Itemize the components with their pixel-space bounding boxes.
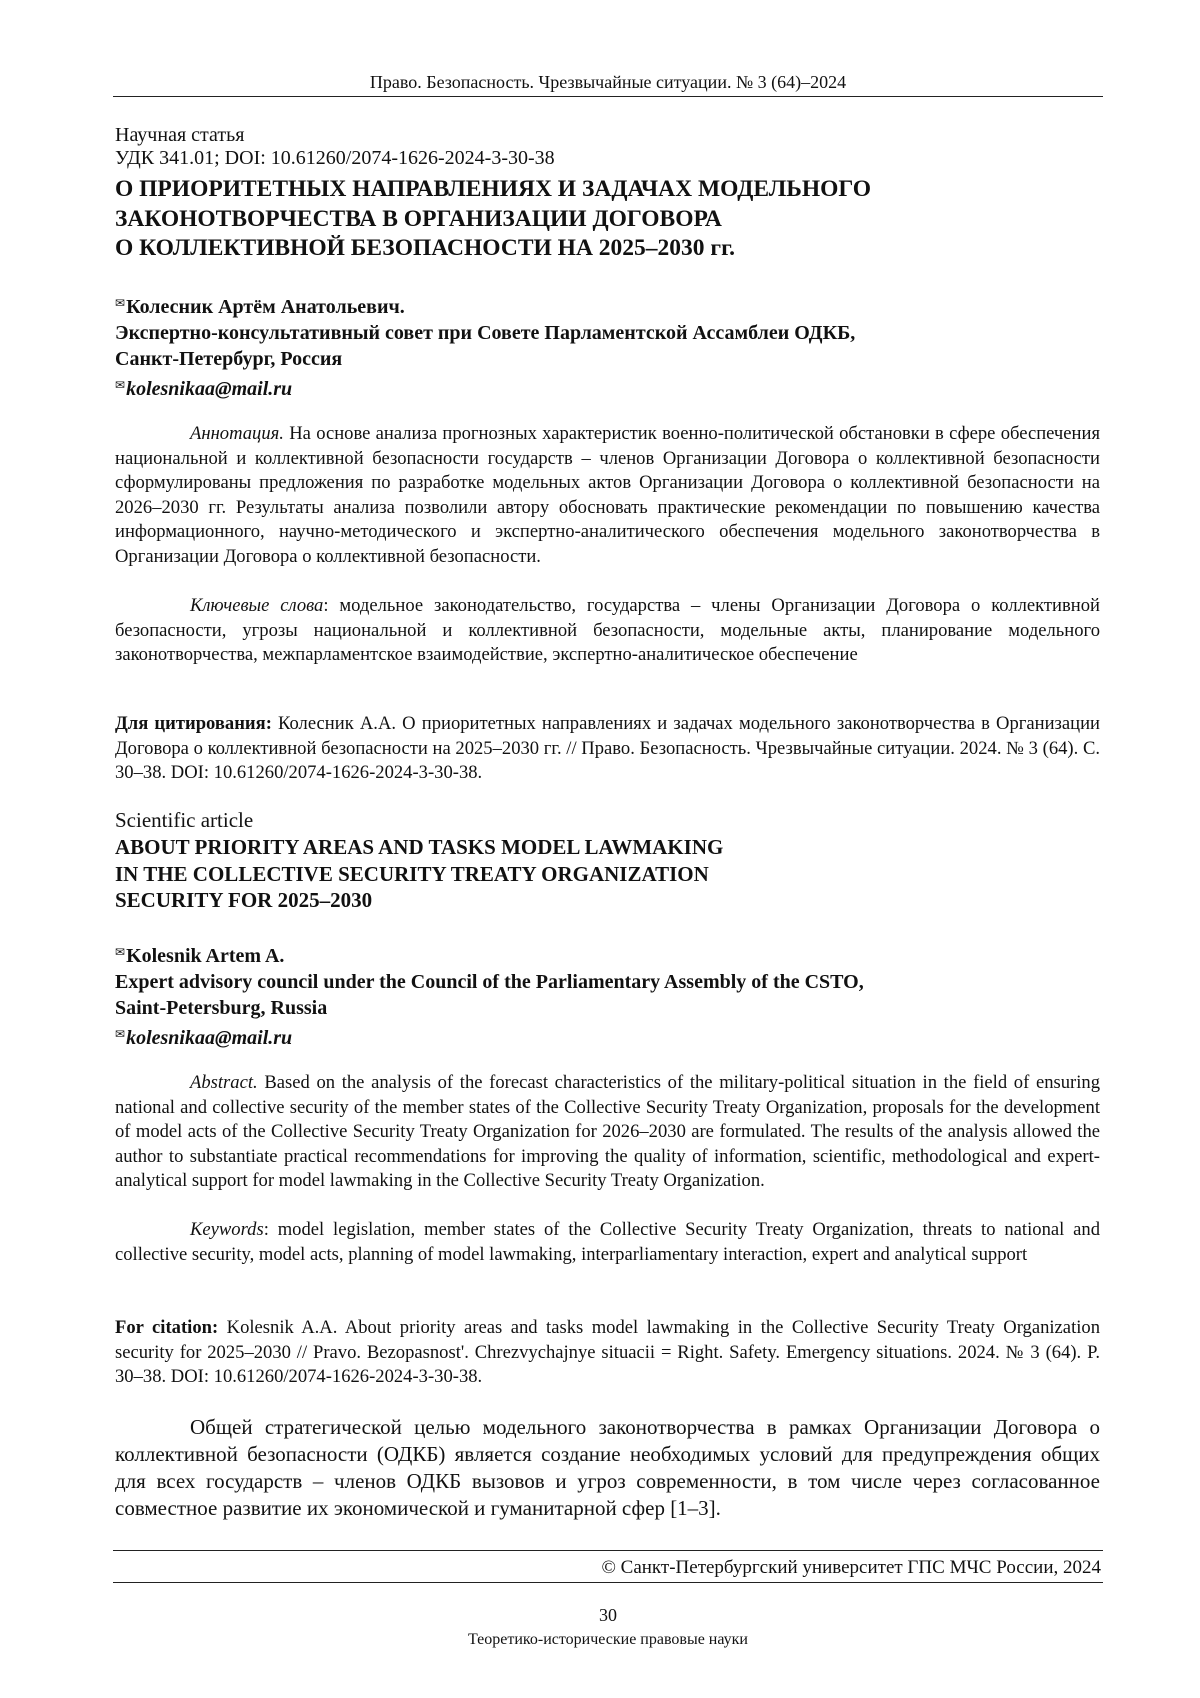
envelope-icon: ✉ (115, 945, 126, 959)
author-name-text: Колесник Артём Анатольевич. (126, 296, 405, 318)
citation-text: Колесник А.А. О приоритетных направлениях и задачах модельного законотворчества в Организации Договора о коллективной безопасности на 2025–2030 гг. // Право. Безопасность. Чрезвычайные ситуации. 2024. № 3 (64). С. 30–38. DOI: 10.61260/2074-1626-2024-3-30-38. (115, 713, 1100, 783)
body-paragraph: Общей стратегической целью модельного законотворчества в рамках Организации Договора о коллективной безопасности (ОДКБ) является создание необходимых условий для предупреждения общих для всех государств – членов ОДКБ вызовов и угроз современности, в том числе через согласованное совместное развитие их экономической и гуманитарной сфер [1–3]. (115, 1415, 1100, 1520)
footer-rule-bottom (113, 1582, 1103, 1583)
email-text: kolesnikaa@mail.ru (126, 378, 293, 400)
abstract-label: Abstract. (190, 1072, 258, 1093)
running-header: Право. Безопасность. Чрезвычайные ситуации. № 3 (64)–2024 (369, 72, 847, 92)
author-block-ru (115, 290, 1100, 402)
author-name-ru (115, 290, 1100, 320)
author-email-en[interactable] (115, 1021, 1100, 1051)
article-title-ru (115, 175, 1100, 264)
citation-text: Kolesnik A.A. About priority areas and tasks model lawmaking in the Collective Security Treaty Organization security for 2025–2030 // Pravo. Bezopasnost'. Chrezvychajnye situacii = Right. Safety. Emergency situations. 2024. № 3 (64). P. 30–38. DOI: 10.61260/2074-1626-2024-3-30-38. (115, 1317, 1100, 1387)
abstract-ru (115, 422, 1100, 569)
author-name-en (115, 939, 1100, 969)
title-line: SECURITY FOR 2025–2030 (115, 888, 373, 912)
abstract-text: На основе анализа прогнозных характеристик военно-политической обстановки в сфере обеспечения национальной и коллективной безопасности государств – членов Организации Договора о коллективной безопасности сформулированы предложения по разработке модельных актов Организации Договора о коллективной безопасности на 2026–2030 гг. Результаты анализа позволили автору обосновать практические рекомендации по повышению качества информационного, научно-методического и экспертно-аналитического обеспечения модельного законотворчества в Организации Договора о коллективной безопасности. (115, 423, 1100, 567)
keywords-label: Ключевые слова (190, 595, 324, 616)
keywords-en (115, 1218, 1100, 1267)
affiliation-line: Expert advisory council under the Council of the Parliamentary Assembly of the CSTO, (115, 971, 864, 993)
article-type-en: Scientific article (115, 808, 254, 832)
envelope-icon: ✉ (115, 378, 126, 392)
title-line: О ПРИОРИТЕТНЫХ НАПРАВЛЕНИЯХ И ЗАДАЧАХ МОДЕЛЬНОГО (115, 176, 872, 202)
affiliation-line: Saint-Petersburg, Russia (115, 997, 328, 1019)
udc-doi: УДК 341.01; DOI: 10.61260/2074-1626-2024-3-30-38 (115, 147, 555, 169)
page-number: 30 (599, 1605, 617, 1625)
envelope-icon: ✉ (115, 296, 126, 310)
envelope-icon: ✉ (115, 1027, 126, 1041)
author-email-ru[interactable] (115, 372, 1100, 402)
section-footer: Теоретико-исторические правовые науки (467, 1631, 748, 1648)
article-title-en (115, 834, 1100, 914)
email-text: kolesnikaa@mail.ru (126, 1027, 293, 1049)
keywords-text: : модельное законодательство, государства – члены Организации Договора о коллективной безопасности, угрозы национальной и коллективной безопасности, модельные акты, планирование модельного законотворчества, межпарламентское взаимодействие, экспертно-аналитическое обеспечение (115, 595, 1100, 665)
title-line: ЗАКОНОТВОРЧЕСТВА В ОРГАНИЗАЦИИ ДОГОВОРА (115, 205, 722, 232)
citation-label: For citation: (115, 1317, 219, 1338)
affiliation-line: Экспертно-консультативный совет при Совете Парламентской Ассамблеи ОДКБ, (115, 322, 856, 344)
citation-label: Для цитирования: (115, 713, 272, 734)
title-line: ABOUT PRIORITY AREAS AND TASKS MODEL LAWMAKING (115, 835, 724, 859)
citation-ru (115, 712, 1100, 786)
abstract-en (115, 1071, 1100, 1194)
keywords-label: Keywords (190, 1219, 264, 1240)
title-line: О КОЛЛЕКТИВНОЙ БЕЗОПАСНОСТИ НА 2025–2030 гг. (115, 235, 735, 261)
citation-en (115, 1316, 1100, 1390)
copyright: © Санкт-Петербургский университет ГПС МЧС России, 2024 (601, 1557, 1101, 1578)
footer-rule (113, 1550, 1103, 1551)
article-type-ru: Научная статья (115, 124, 245, 146)
affiliation-line: Санкт-Петербург, Россия (115, 348, 343, 370)
author-name-text: Kolesnik Artem A. (126, 945, 285, 967)
author-block-en (115, 939, 1100, 1051)
abstract-text: Based on the analysis of the forecast characteristics of the military-political situation in the field of ensuring national and collective security of the member states of the Collective Security Treaty Organization, proposals for the development of model acts of the Collective Security Treaty Organization for 2026–2030 are formulated. The results of the analysis allowed the author to substantiate practical recommendations for improving the quality of information, scientific, methodological and expert-analytical support for model lawmaking in the Collective Security Treaty Organization. (115, 1072, 1100, 1191)
keywords-ru (115, 594, 1100, 668)
abstract-label: Аннотация. (190, 423, 284, 444)
title-line: IN THE COLLECTIVE SECURITY TREATY ORGANIZATION (115, 861, 709, 886)
keywords-text: : model legislation, member states of the Collective Security Treaty Organization, threats to national and collective security, model acts, planning of model lawmaking, interparliamentary interaction, expert and analytical support (115, 1219, 1100, 1265)
header-rule (113, 96, 1103, 97)
